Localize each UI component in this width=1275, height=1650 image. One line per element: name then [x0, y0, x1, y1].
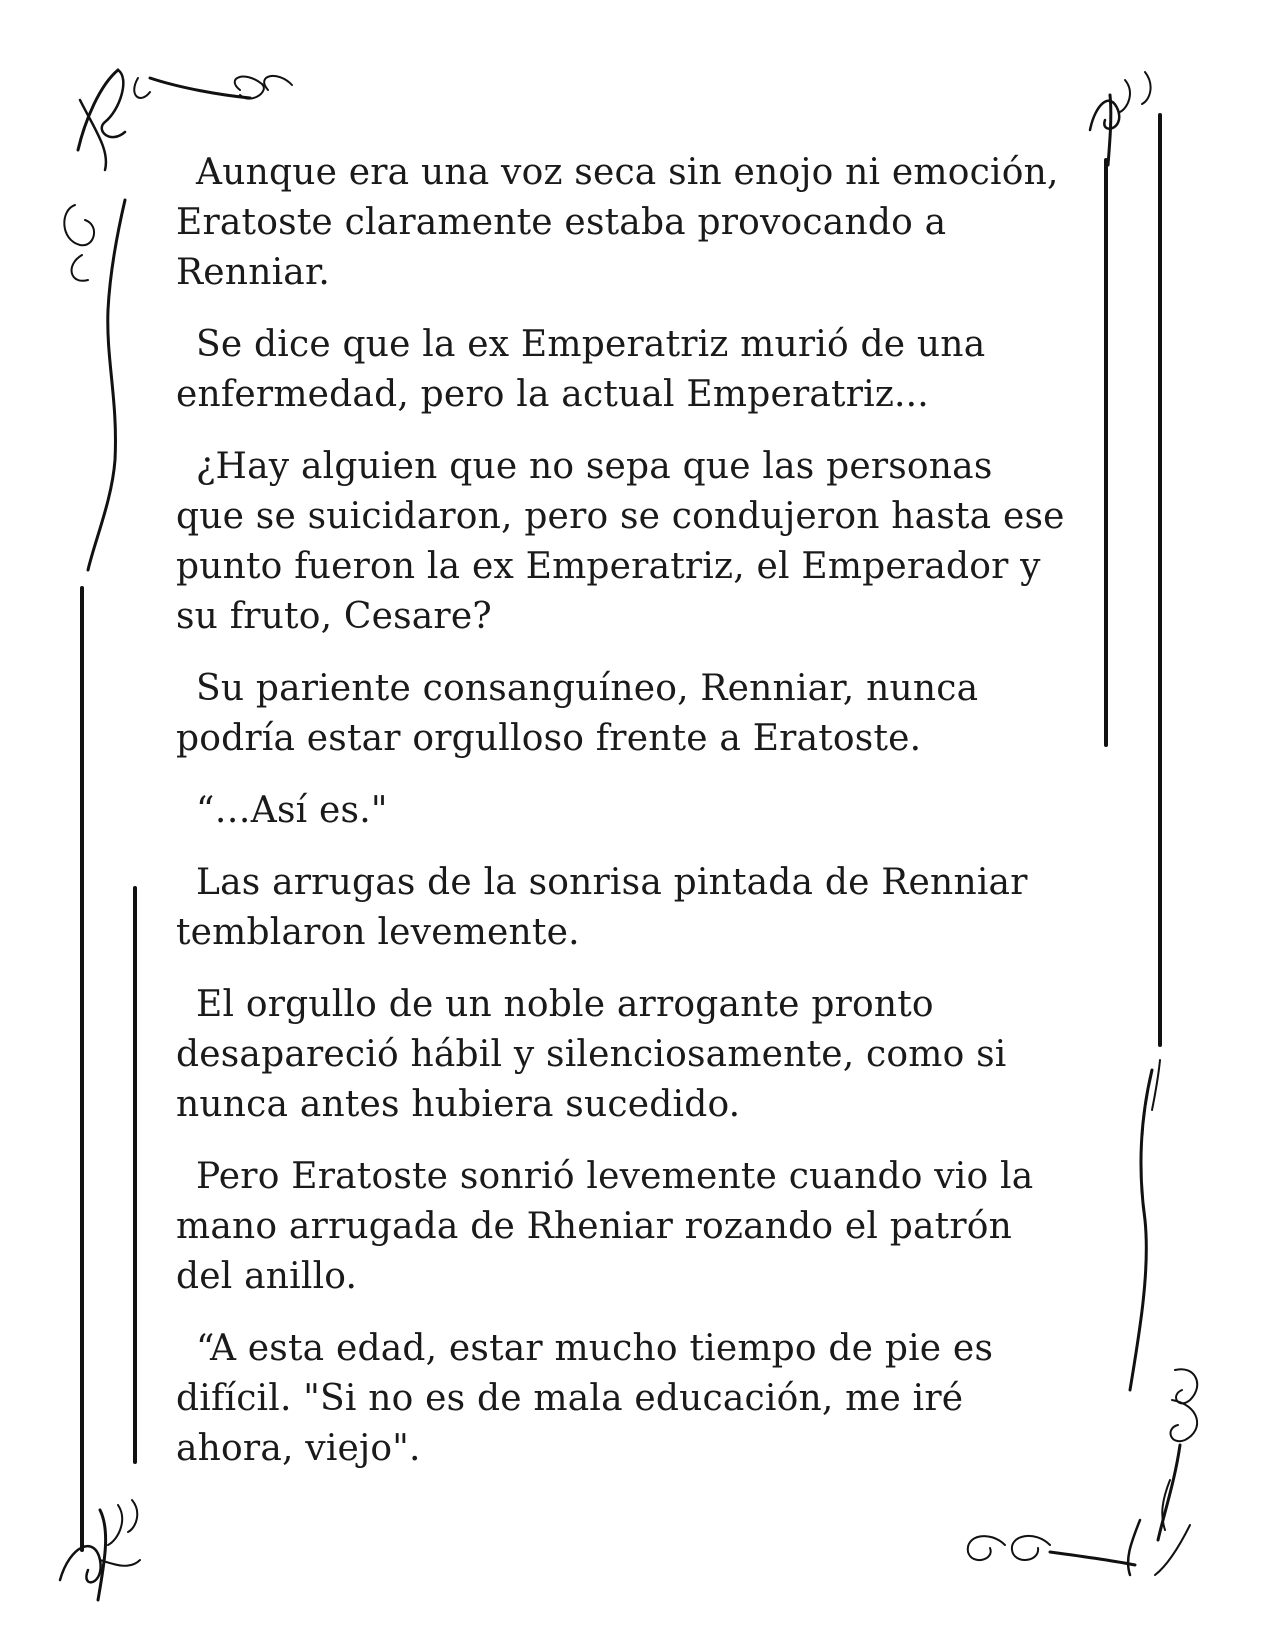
bottom-left-flourish	[60, 1500, 140, 1600]
paragraph-5: “…Así es."	[196, 790, 388, 831]
paragraph-4: Su pariente consanguíneo, Renniar, nunca podría estar orgulloso frente a Eratoste.	[176, 668, 979, 759]
paragraph-9: “A esta edad, estar mucho tiempo de pie es difícil. "Si no es de mala educación, me iré ahora, viejo".	[176, 1328, 994, 1469]
paragraph-3: ¿Hay alguien que no sepa que las personas que se suicidaron, pero se condujeron hasta ese punto fueron la ex Emperatriz, el Emperador y su fruto, Cesare?	[176, 446, 1065, 637]
paragraph-2: Se dice que la ex Emperatriz murió de una enfermedad, pero la actual Emperatriz...	[176, 324, 986, 415]
paragraph-7: El orgullo de un noble arrogante pronto desapareció hábil y silenciosamente, como si nunca antes hubiera sucedido.	[176, 984, 1007, 1125]
page-text	[176, 148, 1096, 1496]
paragraph-8: Pero Eratoste sonrió levemente cuando vio la mano arrugada de Rheniar rozando el patrón del anillo.	[176, 1156, 1034, 1297]
top-right-flourish	[1090, 72, 1151, 165]
paragraph-6: Las arrugas de la sonrisa pintada de Renniar temblaron levemente.	[176, 862, 1028, 953]
paragraph-1: Aunque era una voz seca sin enojo ni emoción, Eratoste claramente estaba provocando a Renniar.	[176, 152, 1059, 293]
